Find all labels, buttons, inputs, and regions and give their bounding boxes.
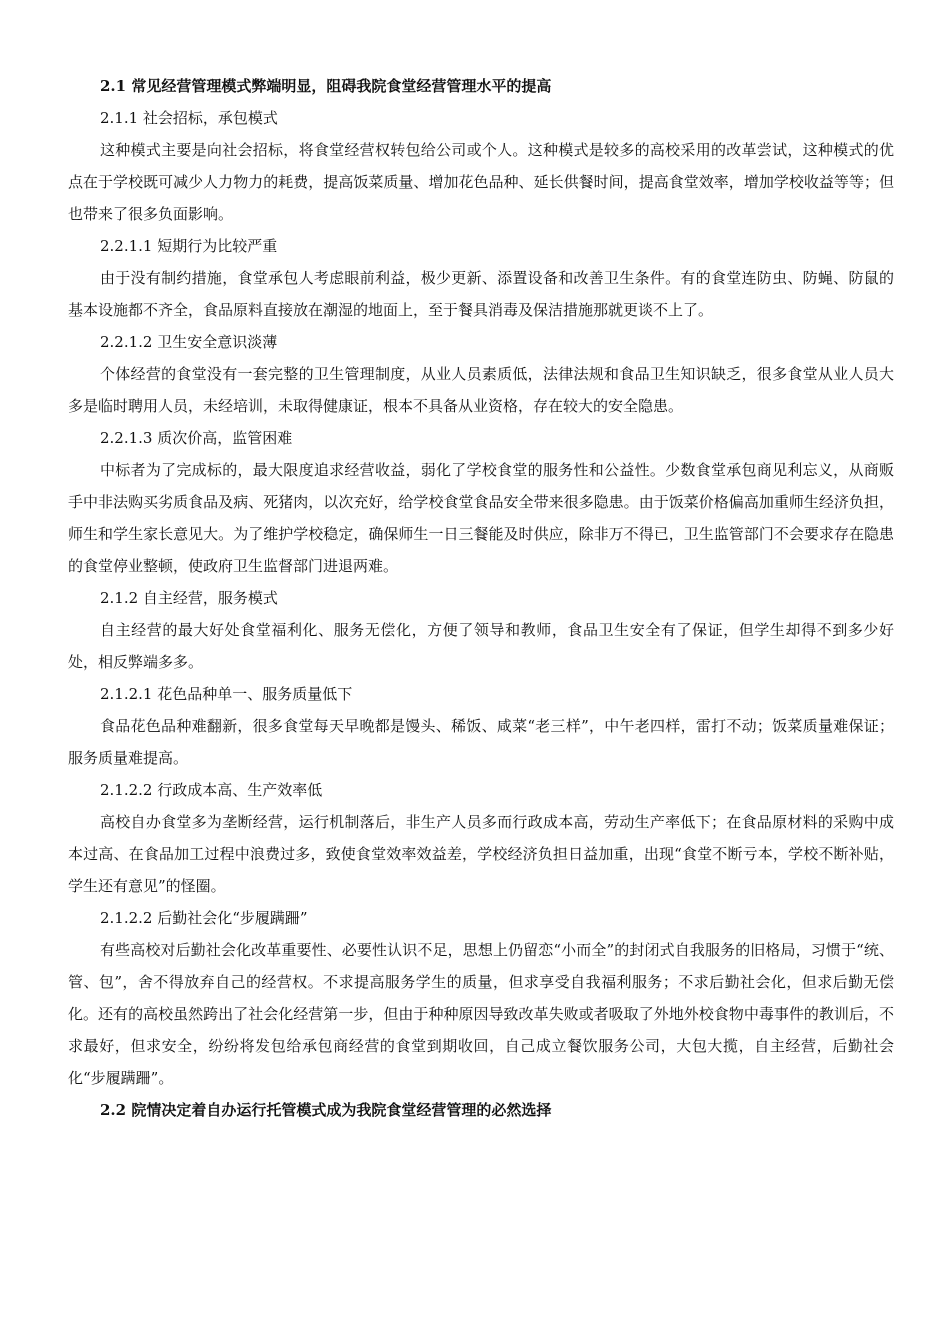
section-heading-2-1: 2.1 常见经营管理模式弊端明显，阻碍我院食堂经营管理水平的提高 bbox=[100, 77, 552, 95]
paragraph: 食品花色品种难翻新，很多食堂每天早晚都是馒头、稀饭、咸菜“老三样”，中午老四样，雷打不动；饭菜质量难保证；服务质量难提高。 bbox=[68, 717, 894, 767]
subheading-2-1-2-2-b: 2.1.2.2 后勤社会化“步履蹒跚” bbox=[100, 909, 308, 927]
subheading-2-1-2-1: 2.1.2.1 花色品种单一、服务质量低下 bbox=[100, 685, 353, 703]
paragraph: 由于没有制约措施，食堂承包人考虑眼前利益，极少更新、添置设备和改善卫生条件。有的食堂连防虫、防蝇、防鼠的基本设施都不齐全，食品原料直接放在潮湿的地面上，至于餐具消毒及保洁措施那就更谈不上了。 bbox=[68, 269, 894, 319]
paragraph: 中标者为了完成标的，最大限度追求经营收益，弱化了学校食堂的服务性和公益性。少数食堂承包商见利忘义，从商贩手中非法购买劣质食品及病、死猪肉，以次充好，给学校食堂食品安全带来很多隐患。由于饭菜价格偏高加重师生经济负担，师生和学生家长意见大。为了维护学校稳定，确保师生一日三餐能及时供应，除非万不得已，卫生监管部门不会要求存在隐患的食堂停业整顿，使政府卫生监督部门进退两难。 bbox=[68, 461, 894, 575]
subheading-2-2-1-3: 2.2.1.3 质次价高，监管困难 bbox=[100, 429, 293, 447]
subheading-2-1-2: 2.1.2 自主经营，服务模式 bbox=[100, 589, 278, 607]
section-heading-2-2: 2.2 院情决定着自办运行托管模式成为我院食堂经营管理的必然选择 bbox=[100, 1101, 552, 1119]
subheading-2-2-1-2: 2.2.1.2 卫生安全意识淡薄 bbox=[100, 333, 278, 351]
paragraph: 高校自办食堂多为垄断经营，运行机制落后，非生产人员多而行政成本高，劳动生产率低下；在食品原材料的采购中成本过高、在食品加工过程中浪费过多，致使食堂效率效益差，学校经济负担日益加重，出现“食堂不断亏本，学校不断补贴，学生还有意见”的怪圈。 bbox=[68, 813, 894, 895]
subheading-2-2-1-1: 2.2.1.1 短期行为比较严重 bbox=[100, 237, 278, 255]
paragraph: 有些高校对后勤社会化改革重要性、必要性认识不足，思想上仍留恋“小而全”的封闭式自我服务的旧格局，习惯于“统、管、包”，舍不得放弃自己的经营权。不求提高服务学生的质量，但求享受自我福利服务；不求后勤社会化，但求后勤无偿化。还有的高校虽然跨出了社会化经营第一步，但由于种种原因导致改革失败或者吸取了外地外校食物中毒事件的教训后，不求最好，但求安全，纷纷将发包给承包商经营的食堂到期收回，自己成立餐饮服务公司，大包大揽，自主经营，后勤社会化“步履蹒跚”。 bbox=[68, 941, 894, 1087]
paragraph: 这种模式主要是向社会招标，将食堂经营权转包给公司或个人。这种模式是较多的高校采用的改革尝试，这种模式的优点在于学校既可减少人力物力的耗费，提高饭菜质量、增加花色品种、延长供餐时间，提高食堂效率，增加学校收益等等；但也带来了很多负面影响。 bbox=[68, 141, 894, 223]
document-page bbox=[68, 70, 894, 1126]
subheading-2-1-2-2-a: 2.1.2.2 行政成本高、生产效率低 bbox=[100, 781, 323, 799]
paragraph: 个体经营的食堂没有一套完整的卫生管理制度，从业人员素质低，法律法规和食品卫生知识缺乏，很多食堂从业人员大多是临时聘用人员，未经培训，未取得健康证，根本不具备从业资格，存在较大的安全隐患。 bbox=[68, 365, 894, 415]
subheading-2-1-1: 2.1.1 社会招标，承包模式 bbox=[100, 109, 278, 127]
paragraph: 自主经营的最大好处食堂福利化、服务无偿化，方便了领导和教师，食品卫生安全有了保证，但学生却得不到多少好处，相反弊端多多。 bbox=[68, 621, 894, 671]
